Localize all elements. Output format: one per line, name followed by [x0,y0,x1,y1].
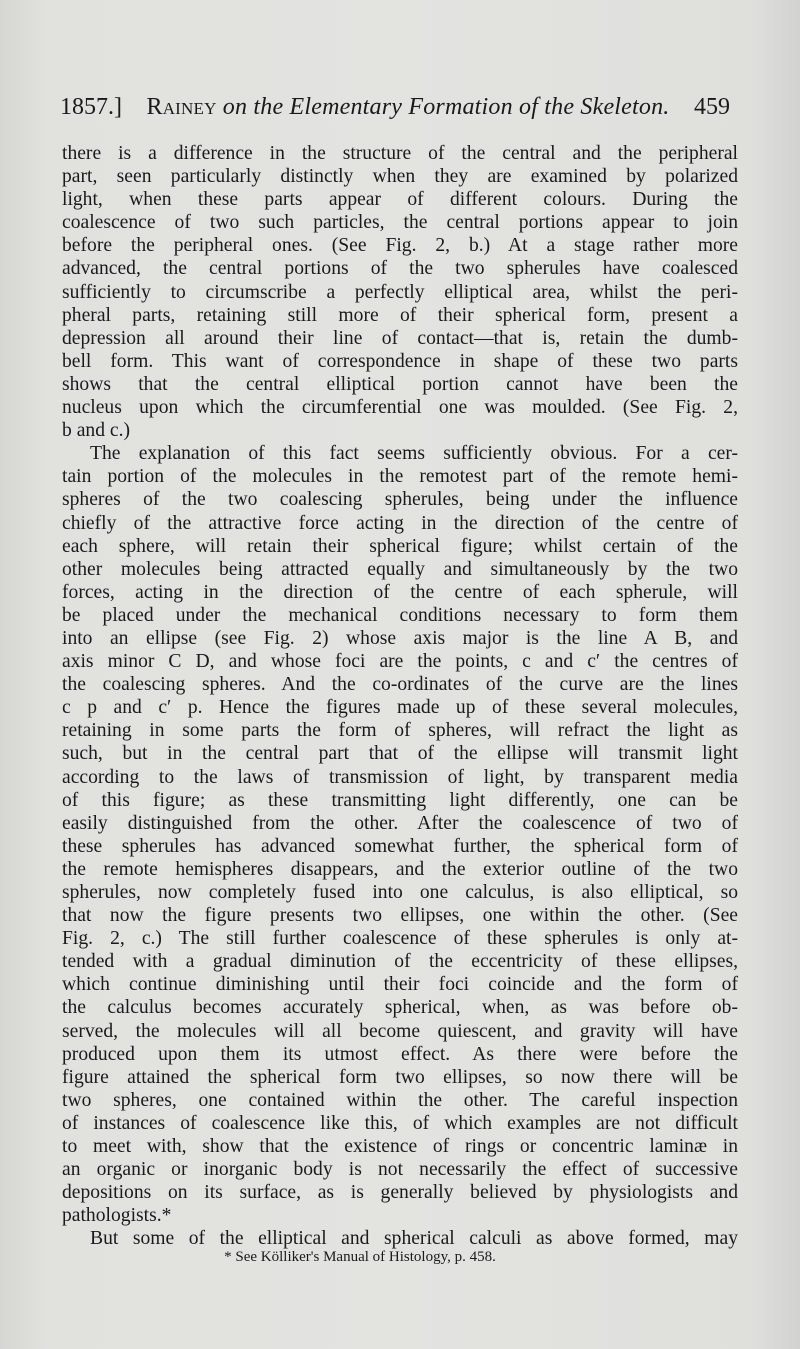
text-line: light, when these parts appear of different colours. During the [62,189,738,211]
text-line: shows that the central elliptical portion cannot have been the [62,373,738,395]
text-line: of this figure; as these transmitting light differently, one can be [62,789,738,811]
text-line: the calculus becomes accurately spherical, when, as was before ob- [62,997,738,1019]
text-line: produced upon them its utmost effect. As there were before the [62,1043,738,1065]
text-line: before the peripheral ones. (See Fig. 2, b.) At a stage rather more [62,235,738,257]
text-line: which continue diminishing until their foci coincide and the form of [62,974,738,996]
text-line: Fig. 2, c.) The still further coalescence of these spherules is only at- [62,928,738,950]
text-line: bell form. This want of correspondence in shape of these two parts [62,350,738,372]
text-line: these spherules has advanced somewhat further, the spherical form of [62,835,738,857]
text-line: advanced, the central portions of the two spherules have coalesced [62,258,738,280]
text-line: depositions on its surface, as is generally believed by physiologists and [62,1182,738,1204]
text-line: that now the figure presents two ellipses, one within the other. (See [62,905,738,927]
text-line: figure attained the spherical form two ellipses, so now there will be [62,1066,738,1088]
text-line: easily distinguished from the other. After the coalescence of two of [62,812,738,834]
header-title: on the Elementary Formation of the Skeleton. [222,94,670,120]
text-line: chiefly of the attractive force acting in the direction of the centre of [62,512,738,534]
text-line: an organic or inorganic body is not necessarily the effect of successive [62,1159,738,1181]
text-line: sufficiently to circumscribe a perfectly elliptical area, whilst the peri- [62,281,738,303]
text-line: retaining in some parts the form of spheres, will refract the light as [62,720,738,742]
text-line: tain portion of the molecules in the remotest part of the remote hemi- [62,466,738,488]
text-line: of instances of coalescence like this, of which examples are not difficult [62,1112,738,1134]
text-line: there is a difference in the structure of the central and the peripheral [62,143,738,164]
text-line: the coalescing spheres. And the co-ordinates of the curve are the lines [62,674,738,696]
text-line: tended with a gradual diminution of the eccentricity of these ellipses, [62,951,738,973]
text-line: nucleus upon which the circumferential one was moulded. (See Fig. 2, [62,397,738,419]
text-line: pathologists.* [62,1205,172,1227]
text-line: But some of the elliptical and spherical calculi as above formed, may [90,1228,738,1250]
text-line: two spheres, one contained within the other. The careful inspection [62,1089,738,1111]
text-line: spherules, now completely fused into one calculus, is also elliptical, so [62,882,738,903]
header-author: Rainey [146,94,217,120]
text-line: pheral parts, retaining still more of their spherical form, present a [62,304,738,326]
text-line: be placed under the mechanical conditions necessary to form them [62,604,738,626]
text-line: each sphere, will retain their spherical figure; whilst certain of the [62,535,738,557]
page-number: 459 [694,94,730,120]
body-text [62,142,738,1251]
text-line: axis minor C D, and whose foci are the points, c and c′ the centres of [62,651,738,673]
text-line: according to the laws of transmission of light, by transparent media [62,766,738,788]
text-line: part, seen particularly distinctly when they are examined by polarized [62,166,738,188]
text-line: forces, acting in the direction of the centre of each spherule, will [62,581,738,603]
text-line: The explanation of this fact seems sufficiently obvious. For a cer- [90,443,738,465]
text-line: served, the molecules will all become quiescent, and gravity will have [62,1020,738,1042]
text-line: to meet with, show that the existence of rings or concentric laminæ in [62,1136,738,1158]
text-line: spheres of the two coalescing spherules, being under the influence [62,489,738,511]
header-year: 1857.] [60,94,122,120]
footnote-text: * See Kölliker's Manual of Histology, p. 458. [224,1249,496,1265]
running-title [147,94,670,121]
text-line: c p and c′ p. Hence the figures made up of these several molecules, [62,697,738,719]
text-line: depression all around their line of contact—that is, retain the dumb- [62,327,738,349]
text-line: the remote hemispheres disappears, and the exterior outline of the two [62,858,738,880]
text-line: into an ellipse (see Fig. 2) whose axis major is the line A B, and [62,627,738,649]
text-line: such, but in the central part that of the ellipse will transmit light [62,743,738,765]
footnote [62,1249,738,1266]
text-line: coalescence of two such particles, the central portions appear to join [62,212,738,234]
running-header [60,94,730,124]
text-line: b and c.) [62,420,131,442]
text-line: other molecules being attracted equally and simultaneously by the two [62,558,738,580]
